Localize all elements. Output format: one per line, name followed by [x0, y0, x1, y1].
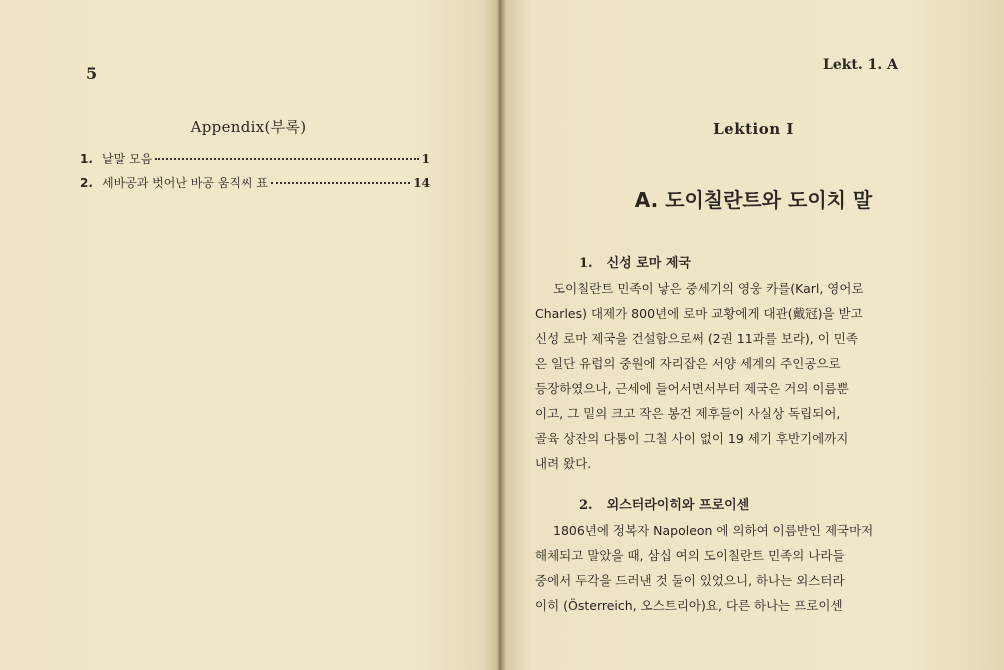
subsection-number: 2. [579, 498, 593, 513]
toc-row [80, 174, 430, 198]
toc-page: 14 [413, 176, 430, 190]
toc-number: 1. [80, 152, 93, 166]
subsection-number: 1. [579, 256, 593, 271]
text-line: 중에서 두각을 드러낸 것 둘이 있었으니, 하나는 외스터라 [535, 573, 845, 588]
section-title: A. 도이칠란트와 도이치 말 [634, 188, 873, 212]
subsection-heading [579, 494, 749, 513]
right-page [503, 0, 1004, 670]
toc-page: 1 [421, 152, 430, 166]
text-line: 도이칠란트 민족이 낳은 중세기의 영웅 카를(Karl, 영어로 [553, 281, 864, 296]
toc-row [80, 150, 430, 174]
text-line: 골육 상잔의 다툼이 그칠 사이 없이 19 세기 후반기에까지 [535, 431, 849, 446]
subsection-title: 신성 로마 제국 [606, 256, 691, 271]
text-line: 내려 왔다. [535, 456, 592, 471]
text-line: Charles) 대제가 800년에 로마 교황에게 대관(戴冠)을 받고 [535, 306, 863, 321]
toc-leader-dots [271, 182, 410, 184]
paragraph [535, 518, 917, 618]
text-line: 은 일단 유럽의 중원에 자리잡은 서양 세계의 주인공으로 [535, 356, 841, 371]
left-page [0, 0, 497, 670]
page-number: 5 [86, 64, 98, 83]
text-line: 이히 (Österreich, 오스트리아)요, 다른 하나는 프로이센 [535, 598, 843, 613]
text-line: 이고, 그 밑의 크고 작은 봉건 제후들이 사실상 독립되어, [535, 406, 841, 421]
text-line: 해체되고 말았을 때, 삼십 여의 도이칠란트 민족의 나라들 [535, 548, 845, 563]
subsection-heading [579, 252, 691, 271]
lesson-title: Lektion I [713, 120, 794, 138]
toc-number: 2. [80, 176, 93, 190]
text-line: 등장하였으나, 근세에 들어서면서부터 제국은 거의 이름뿐 [535, 381, 849, 396]
paragraph [535, 276, 917, 476]
toc-leader-dots [155, 158, 418, 160]
text-line: 신성 로마 제국을 건설함으로써 (2권 11과를 보라), 이 민족 [535, 331, 858, 346]
appendix-title: Appendix(부록) [190, 118, 307, 136]
toc-label: 낱말 모음 [102, 152, 153, 166]
running-header: Lekt. 1. A [822, 57, 898, 73]
text-line: 1806년에 정복자 Napoleon 에 의하여 이름반인 제국마저 [553, 523, 874, 538]
subsection-title: 외스터라이히와 프로이센 [606, 498, 750, 513]
toc-label: 세바공과 벗어난 바공 움직씨 표 [102, 176, 268, 190]
table-of-contents [80, 150, 430, 198]
